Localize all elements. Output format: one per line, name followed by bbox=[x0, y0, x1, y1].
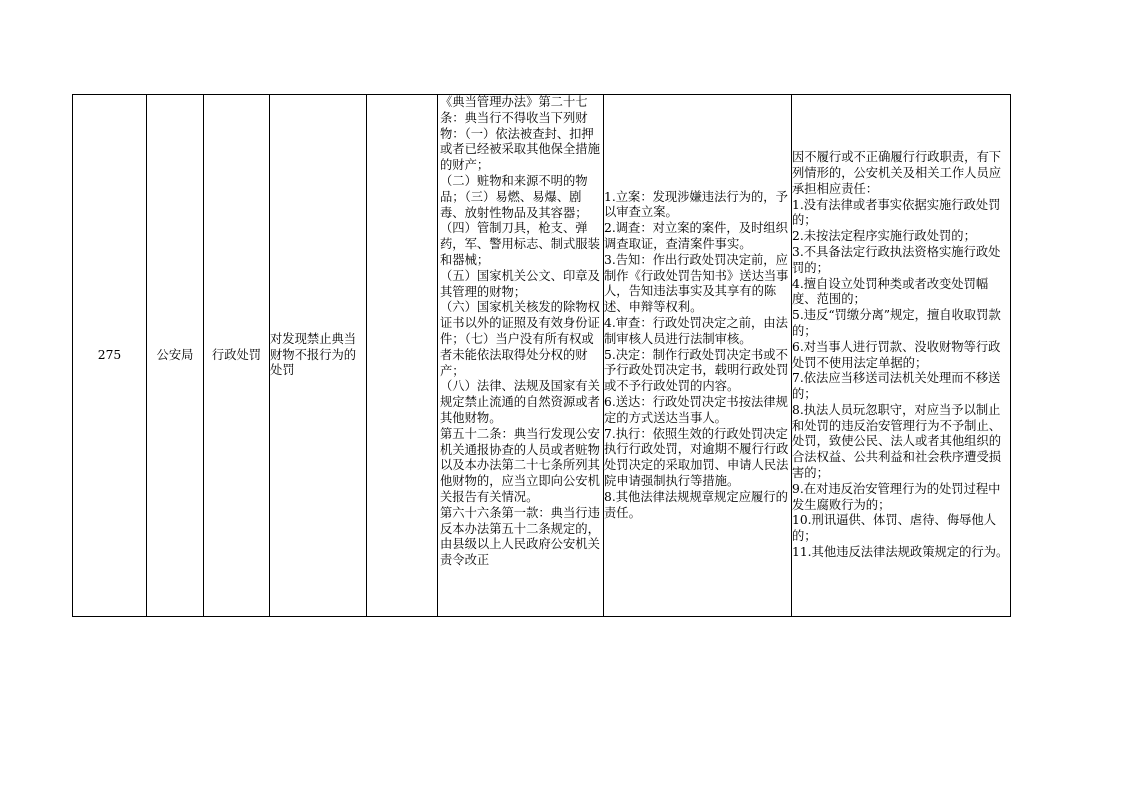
empty-cell bbox=[367, 95, 438, 617]
item-number-cell bbox=[73, 95, 147, 617]
procedure-cell bbox=[604, 95, 792, 617]
legal-basis-cell bbox=[438, 95, 604, 617]
power-category: 行政处罚 bbox=[211, 347, 262, 362]
procedure-text: 1.立案：发现涉嫌违法行为的，予以审查立案。 2.调查：对立案的案件，及时组织调查取证，查清案件事实。 3.告知：作出行政处罚决定前，应制作《行政处罚告知书》送达当事人，告知违法事实及其享有的陈述、申辩等权利。 4.审查：行政处罚决定之前，由法制审核人员进行法制审核。 5.决定：制作行政处罚决定书或不予行政处罚决定书，载明行政处罚或不予行政处罚的内容。 6.送达：行政处罚决定书按法律规定的方式送达当事人。 7.执行：依照生效的行政处罚决定执行行政处罚，对逾期不履行行政处罚决定的采取加罚、申请人民法院申请强制执行等措施。 8.其他法律法规规章规定应履行的责任。 bbox=[604, 189, 789, 520]
department-cell bbox=[147, 95, 204, 617]
responsibility-cell bbox=[792, 95, 1011, 617]
department: 公安局 bbox=[156, 347, 194, 362]
legal-basis-text: 《典当管理办法》第二十七条：典当行不得收当下列财物：（一）依法被查封、扣押或者已经被采取其他保全措施的财产； （二）赃物和来源不明的物品；（三）易燃、易爆、剧毒、放射性物品及其容器；（四）管制刀具，枪支、弹药，军、警用标志、制式服装和器械； （五）国家机关公文、印章及其管理的财物； （六）国家机关核发的除物权证书以外的证照及有效身份证件；（七）当户没有所有权或者未能依法取得处分权的财产； （八）法律、法规及国家有关规定禁止流通的自然资源或者其他财物。 第五十二条：典当行发现公安机关通报协查的人员或者赃物以及本办法第二十七条所列其他财物的，应当立即向公安机关报告有关情况。 第六十六条第一款：典当行违反本办法第五十二条规定的，由县级以上人民政府公安机关责令改正 bbox=[440, 95, 600, 568]
power-list-table bbox=[72, 94, 1011, 617]
item-name: 对发现禁止典当财物不报行为的处罚 bbox=[270, 331, 357, 378]
item-number: 275 bbox=[97, 347, 122, 362]
table-row bbox=[73, 95, 1011, 617]
item-name-cell bbox=[270, 95, 367, 617]
responsibility-text: 因不履行或不正确履行行政职责，有下列情形的，公安机关及相关工作人员应承担相应责任： 1.没有法律或者事实依据实施行政处罚的； 2.未按法定程序实施行政处罚的； 3.不具备法定行政执法资格实施行政处罚的； 4.擅自设立处罚种类或者改变处罚幅度、范围的； 5.违反“罚缴分离”规定，擅自收取罚款的； 6.对当事人进行罚款、没收财物等行政处罚不使用法定单据的； 7.依法应当移送司法机关处理而不移送的； 8.执法人员玩忽职守，对应当予以制止和处罚的违反治安管理行为不予制止、处罚，致使公民、法人或者其他组织的合法权益、公共利益和社会秩序遭受损害的； 9.在对违反治安管理行为的处罚过程中发生腐败行为的； 10.刑讯逼供、体罚、虐待、侮辱他人的； 11.其他违反法律法规政策规定的行为。 bbox=[792, 150, 1009, 560]
category-cell bbox=[204, 95, 270, 617]
